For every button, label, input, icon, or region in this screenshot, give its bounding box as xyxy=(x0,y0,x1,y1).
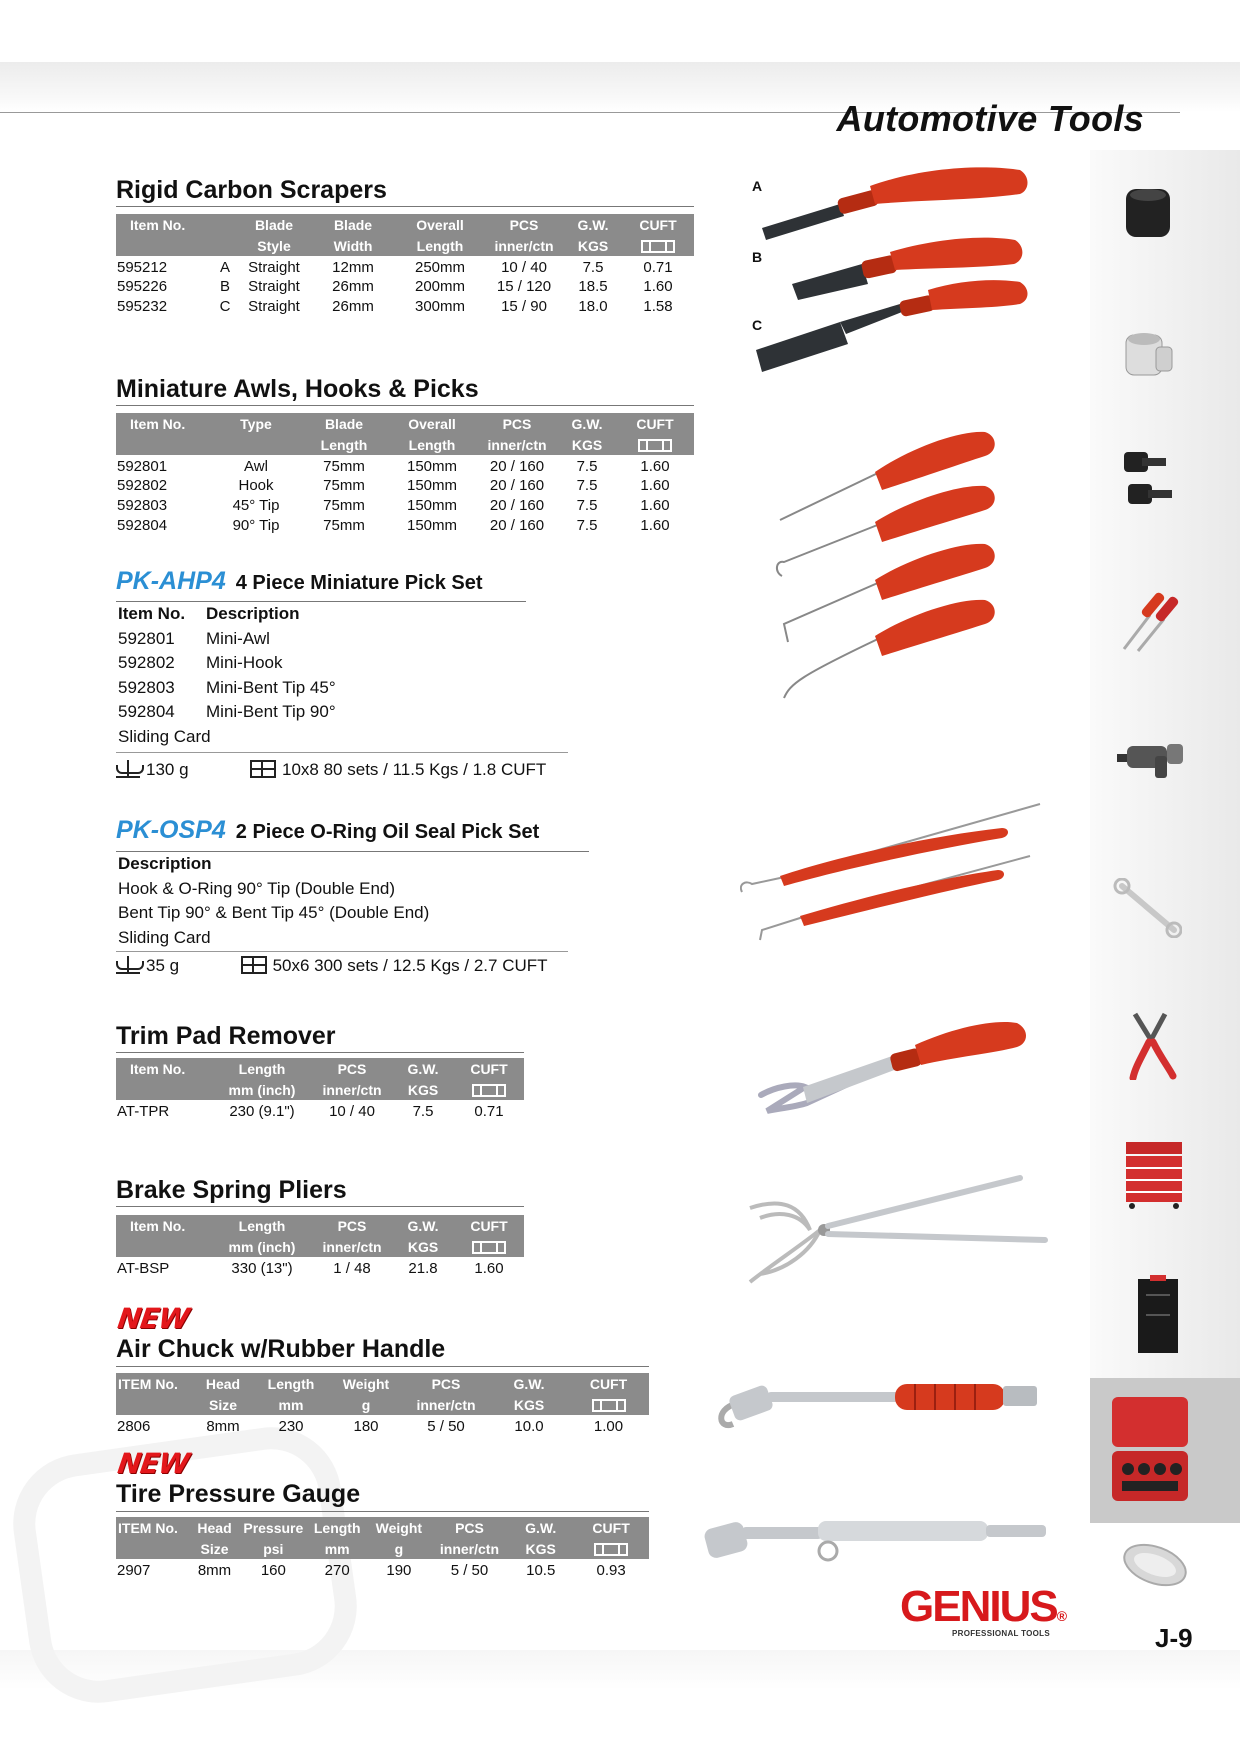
column-header: G.W. xyxy=(558,413,616,434)
table-row xyxy=(116,515,694,535)
table-cell: 10 / 40 xyxy=(329,1102,375,1120)
column-header: G.W. xyxy=(490,1373,568,1394)
table-cell: 595226 xyxy=(117,277,168,295)
column-header xyxy=(212,235,238,256)
ahp4-code: PK-AHP4 xyxy=(116,567,226,595)
section-rule xyxy=(116,206,694,207)
table-row xyxy=(116,276,694,296)
oring-pick-2 xyxy=(760,856,1030,940)
table-cell: 190 xyxy=(386,1561,412,1579)
table-cell: A xyxy=(219,258,230,276)
column-header: Blade xyxy=(310,214,396,235)
column-header xyxy=(116,434,212,455)
osp4-code: PK-OSP4 xyxy=(116,816,226,844)
new-badge: NEW xyxy=(115,1447,191,1480)
table-cell: 1.60 xyxy=(640,476,670,494)
table-cell: 1.58 xyxy=(643,297,673,315)
table-cell: 150mm xyxy=(406,457,458,475)
column-header: inner/ctn xyxy=(431,1538,509,1559)
column-header: Length xyxy=(396,235,484,256)
image-label-b: B xyxy=(752,249,763,265)
table-cell: 45° Tip xyxy=(232,496,280,514)
scrapers-title: Rigid Carbon Scrapers xyxy=(116,176,387,204)
ahp4-weight: 130 g xyxy=(146,760,189,779)
section-rule xyxy=(116,1511,649,1512)
column-header: PCS xyxy=(312,1058,392,1079)
awls-table xyxy=(116,413,694,535)
column-header: Style xyxy=(238,235,310,256)
column-header xyxy=(116,1236,212,1257)
table-header-row xyxy=(116,1215,524,1236)
column-header: Type xyxy=(212,413,300,434)
ahp4-col-item: Item No. xyxy=(118,604,186,623)
column-header: Item No. xyxy=(116,1058,212,1079)
column-header: Blade xyxy=(300,413,388,434)
column-header: PCS xyxy=(402,1373,490,1394)
table-row xyxy=(116,296,694,316)
column-header: mm (inch) xyxy=(212,1079,312,1100)
section-rule xyxy=(116,1366,649,1367)
table-cell: 20 / 160 xyxy=(489,516,545,534)
oring-pick-image xyxy=(740,800,1050,950)
scale-icon xyxy=(116,956,140,974)
column-header xyxy=(116,1538,190,1559)
column-header: inner/ctn xyxy=(484,235,564,256)
table-cell: B xyxy=(219,277,230,295)
column-header: Head xyxy=(194,1373,252,1394)
bit-socket-icon[interactable] xyxy=(1118,450,1178,520)
table-cell: 1.00 xyxy=(593,1417,624,1435)
bent-90-pick xyxy=(784,600,995,698)
table-cell: Straight xyxy=(248,297,300,315)
table-cell: 75mm xyxy=(323,457,365,475)
table-cell: 592801 xyxy=(117,457,168,475)
tire-gauge-image xyxy=(700,1505,1060,1575)
table-cell: 10 / 40 xyxy=(501,258,547,276)
table-cell: 8mm xyxy=(206,1417,240,1435)
ahp4-carton: 10x8 80 sets / 11.5 Kgs / 1.8 CUFT xyxy=(282,760,547,779)
table-row xyxy=(116,1100,524,1120)
table-cell: 7.5 xyxy=(576,516,598,534)
column-header: CUFT xyxy=(622,214,694,235)
table-cell: Straight xyxy=(248,258,300,276)
table-header-row xyxy=(116,1517,649,1538)
screwdriver-icon[interactable] xyxy=(1120,585,1180,655)
socket-icon[interactable] xyxy=(1118,325,1178,385)
table-header-row xyxy=(116,214,694,235)
table-header-row xyxy=(116,1079,524,1100)
table-header-row xyxy=(116,1394,649,1415)
section-rule xyxy=(116,405,694,406)
column-header: G.W. xyxy=(392,1058,454,1079)
table-cell: 2806 xyxy=(117,1417,151,1435)
table-cell: 5 / 50 xyxy=(427,1417,465,1435)
osp4-pack-info xyxy=(116,956,548,976)
column-header: Length xyxy=(212,1058,312,1079)
section-rule xyxy=(116,1052,524,1053)
table-cell: 595232 xyxy=(117,297,168,315)
column-header xyxy=(212,434,300,455)
column-header: CUFT xyxy=(454,1058,524,1079)
gauge-table xyxy=(116,1517,649,1579)
table-cell: 7.5 xyxy=(582,258,604,276)
column-header: Head xyxy=(190,1517,240,1538)
table-cell: 18.0 xyxy=(578,297,608,315)
table-cell: 75mm xyxy=(323,516,365,534)
ahp4-contents xyxy=(118,602,336,749)
column-header: G.W. xyxy=(508,1517,573,1538)
table-cell: 10.0 xyxy=(514,1417,544,1435)
table-cell: 12mm xyxy=(332,258,374,276)
table-cell: AT-BSP xyxy=(117,1259,170,1277)
tool-board-icon[interactable] xyxy=(1136,1275,1180,1355)
impact-socket-icon[interactable] xyxy=(1120,185,1176,241)
table-cell: AT-TPR xyxy=(117,1102,170,1120)
table-cell: Awl xyxy=(244,457,268,475)
table-row xyxy=(116,1257,524,1277)
column-header: Length xyxy=(300,434,388,455)
table-cell: 8mm xyxy=(197,1561,232,1579)
section-rule xyxy=(116,752,568,753)
column-header xyxy=(568,1394,649,1415)
column-header: Length xyxy=(212,1215,312,1236)
pick-set-image xyxy=(770,420,1010,700)
column-header: Item No. xyxy=(116,1215,212,1236)
image-label-c: C xyxy=(752,317,763,333)
column-header: psi xyxy=(239,1538,307,1559)
table-cell: 1.60 xyxy=(640,496,670,514)
table-header-row xyxy=(116,413,694,434)
brake-spring-pliers-image xyxy=(740,1170,1060,1290)
table-cell: 270 xyxy=(324,1561,350,1579)
table-cell: 180 xyxy=(353,1417,379,1435)
brand-name: GENIUS xyxy=(900,1582,1057,1631)
column-header: Blade xyxy=(238,214,310,235)
table-row xyxy=(116,256,694,276)
table-cell: 0.71 xyxy=(474,1102,504,1120)
table-cell: 230 (9.1") xyxy=(229,1102,295,1120)
registered-mark: ® xyxy=(1056,1608,1068,1624)
table-cell: 0.93 xyxy=(596,1561,626,1579)
ahp4-packaging: Sliding Card xyxy=(118,726,211,746)
list-item: Bent Tip 90° & Bent Tip 45° (Double End) xyxy=(118,903,430,922)
column-header: Length xyxy=(252,1373,330,1394)
table-cell: 0.71 xyxy=(643,258,673,276)
table-cell: 75mm xyxy=(323,496,365,514)
column-header: Overall xyxy=(388,413,476,434)
column-header: KGS xyxy=(508,1538,573,1559)
carton-volume-icon xyxy=(594,1543,628,1556)
table-row xyxy=(116,475,694,495)
column-header xyxy=(116,235,212,256)
trim-table xyxy=(116,1058,524,1120)
combination-wrench-icon[interactable] xyxy=(1112,878,1182,938)
table-cell: 2907 xyxy=(117,1561,151,1579)
column-header: mm (inch) xyxy=(212,1236,312,1257)
brand-tagline: PROFESSIONAL TOOLS xyxy=(952,1629,1051,1638)
column-header xyxy=(212,214,238,235)
pliers-icon[interactable] xyxy=(1125,1010,1180,1080)
table-cell: 150mm xyxy=(406,516,458,534)
table-cell: 592803 xyxy=(117,496,168,514)
trim-title: Trim Pad Remover xyxy=(116,1022,336,1050)
column-header: G.W. xyxy=(392,1215,454,1236)
chuck-table xyxy=(116,1373,649,1435)
column-header: KGS xyxy=(392,1079,454,1100)
scale-icon xyxy=(116,760,140,778)
column-header: CUFT xyxy=(568,1373,649,1394)
column-header xyxy=(116,1394,194,1415)
column-header: CUFT xyxy=(616,413,694,434)
column-header: Length xyxy=(307,1517,367,1538)
column-header xyxy=(116,1079,212,1100)
table-header-row xyxy=(116,1236,524,1257)
column-header: Item No. xyxy=(116,413,212,434)
section-rule xyxy=(116,951,568,952)
impact-wrench-icon[interactable] xyxy=(1115,740,1185,780)
column-header: inner/ctn xyxy=(312,1236,392,1257)
column-header: Item No. xyxy=(116,214,212,235)
osp4-carton: 50x6 300 sets / 12.5 Kgs / 2.7 CUFT xyxy=(272,956,548,975)
column-header: KGS xyxy=(564,235,622,256)
osp4-col-desc: Description xyxy=(118,854,212,873)
chuck-title: Air Chuck w/Rubber Handle xyxy=(116,1335,446,1363)
table-cell: 250mm xyxy=(414,258,466,276)
column-header: inner/ctn xyxy=(312,1079,392,1100)
table-cell: 230 xyxy=(278,1417,304,1435)
table-cell: 26mm xyxy=(332,297,374,315)
column-header: g xyxy=(330,1394,402,1415)
table-row xyxy=(116,455,694,475)
table-row xyxy=(116,1415,649,1435)
column-header: inner/ctn xyxy=(476,434,558,455)
list-item: 592801 Mini-Awl xyxy=(118,628,270,648)
table-cell: 20 / 160 xyxy=(489,496,545,514)
table-cell: C xyxy=(219,297,231,315)
column-header: Overall xyxy=(396,214,484,235)
column-header: g xyxy=(367,1538,431,1559)
column-header: ITEM No. xyxy=(116,1517,190,1538)
osp4-heading xyxy=(116,816,539,845)
carton-icon xyxy=(241,956,267,974)
image-label-a: A xyxy=(752,178,763,194)
carton-volume-icon xyxy=(592,1399,626,1412)
awls-title: Miniature Awls, Hooks & Picks xyxy=(116,375,479,403)
table-cell: 26mm xyxy=(332,277,374,295)
tool-case-icon[interactable] xyxy=(1108,1395,1192,1505)
brake-table xyxy=(116,1215,524,1277)
table-cell: 10.5 xyxy=(526,1561,556,1579)
carton-volume-icon xyxy=(641,240,675,253)
column-header: Length xyxy=(388,434,476,455)
table-cell: 160 xyxy=(260,1561,286,1579)
gauge-title: Tire Pressure Gauge xyxy=(116,1480,361,1508)
ahp4-name: 4 Piece Miniature Pick Set xyxy=(235,572,483,594)
table-header-row xyxy=(116,1058,524,1079)
page-number: J-9 xyxy=(1155,1623,1193,1653)
column-header xyxy=(573,1538,649,1559)
carton-volume-icon xyxy=(472,1241,506,1254)
table-cell: 1.60 xyxy=(474,1259,504,1277)
column-header: Size xyxy=(194,1394,252,1415)
column-header xyxy=(622,235,694,256)
table-row xyxy=(116,1559,649,1579)
column-header xyxy=(454,1236,524,1257)
table-cell: 1.60 xyxy=(640,457,670,475)
table-cell: 1 / 48 xyxy=(333,1259,371,1277)
table-cell: 7.5 xyxy=(576,476,598,494)
table-cell: 330 (13") xyxy=(231,1259,293,1277)
column-header: mm xyxy=(307,1538,367,1559)
list-item: Hook & O-Ring 90° Tip (Double End) xyxy=(118,878,396,898)
table-cell: 1.60 xyxy=(640,516,670,534)
table-cell: 7.5 xyxy=(576,457,598,475)
table-cell: 5 / 50 xyxy=(450,1561,489,1579)
column-header: Width xyxy=(310,235,396,256)
new-badge: NEW xyxy=(115,1302,191,1335)
trim-pad-remover-image xyxy=(755,1015,1035,1135)
scraper-images xyxy=(750,160,1050,380)
ahp4-heading xyxy=(116,567,483,596)
table-cell: 15 / 120 xyxy=(496,277,552,295)
list-item: 592802 Mini-Hook xyxy=(118,653,283,672)
table-cell: 7.5 xyxy=(576,496,598,514)
table-cell: 20 / 160 xyxy=(489,457,545,475)
table-row xyxy=(116,495,694,515)
column-header: KGS xyxy=(558,434,616,455)
table-header-row xyxy=(116,434,694,455)
table-cell: 18.5 xyxy=(578,277,608,295)
table-cell: 200mm xyxy=(414,277,466,295)
table-cell: Hook xyxy=(238,476,274,494)
scrapers-table xyxy=(116,214,694,316)
table-cell: 75mm xyxy=(323,476,365,494)
table-cell: 21.8 xyxy=(408,1259,438,1277)
table-cell: Straight xyxy=(248,277,300,295)
table-cell: 595212 xyxy=(117,258,168,276)
osp4-weight: 35 g xyxy=(146,956,180,975)
table-cell: 15 / 90 xyxy=(501,297,547,315)
table-cell: 90° Tip xyxy=(232,516,280,534)
column-header: Weight xyxy=(330,1373,402,1394)
column-header: inner/ctn xyxy=(402,1394,490,1415)
osp4-contents xyxy=(118,852,429,950)
column-header: Pressure xyxy=(239,1517,307,1538)
column-header: ITEM No. xyxy=(116,1373,194,1394)
column-header: CUFT xyxy=(454,1215,524,1236)
ahp4-col-desc: Description xyxy=(206,604,300,623)
column-header: Size xyxy=(190,1538,240,1559)
table-cell: 20 / 160 xyxy=(489,476,545,494)
table-cell: 300mm xyxy=(414,297,466,315)
osp4-name: 2 Piece O-Ring Oil Seal Pick Set xyxy=(235,821,540,843)
column-header: PCS xyxy=(476,413,558,434)
brake-title: Brake Spring Pliers xyxy=(116,1176,347,1204)
column-header xyxy=(616,434,694,455)
carton-icon xyxy=(250,760,276,778)
column-header: G.W. xyxy=(564,214,622,235)
table-header-row xyxy=(116,235,694,256)
carton-volume-icon xyxy=(472,1084,506,1097)
carton-volume-icon xyxy=(638,439,672,452)
column-header xyxy=(454,1079,524,1100)
section-rule xyxy=(116,1206,524,1207)
table-cell: 592804 xyxy=(117,516,168,534)
air-chuck-image xyxy=(705,1370,1055,1440)
brand-logo xyxy=(900,1582,1068,1645)
column-header: CUFT xyxy=(573,1517,649,1538)
table-header-row xyxy=(116,1373,649,1394)
column-header: KGS xyxy=(490,1394,568,1415)
magnetic-tray-icon[interactable] xyxy=(1120,1540,1190,1590)
page-title: Automotive Tools xyxy=(836,98,1144,139)
table-cell: 150mm xyxy=(406,476,458,494)
column-header: Weight xyxy=(367,1517,431,1538)
table-cell: 150mm xyxy=(406,496,458,514)
table-header-row xyxy=(116,1538,649,1559)
list-item: Sliding Card xyxy=(118,927,211,947)
column-header: KGS xyxy=(392,1236,454,1257)
ahp4-pack-info xyxy=(116,760,546,780)
table-cell: 7.5 xyxy=(412,1102,434,1120)
table-cell: 592802 xyxy=(117,476,168,494)
column-header: PCS xyxy=(312,1215,392,1236)
column-header: PCS xyxy=(431,1517,509,1538)
list-item: 592803 Mini-Bent Tip 45° xyxy=(118,677,336,697)
tool-cabinet-icon[interactable] xyxy=(1120,1140,1188,1210)
column-header: mm xyxy=(252,1394,330,1415)
list-item: 592804 Mini-Bent Tip 90° xyxy=(118,702,336,721)
scraper-a xyxy=(762,167,1028,240)
table-cell: 1.60 xyxy=(643,277,673,295)
column-header: PCS xyxy=(484,214,564,235)
